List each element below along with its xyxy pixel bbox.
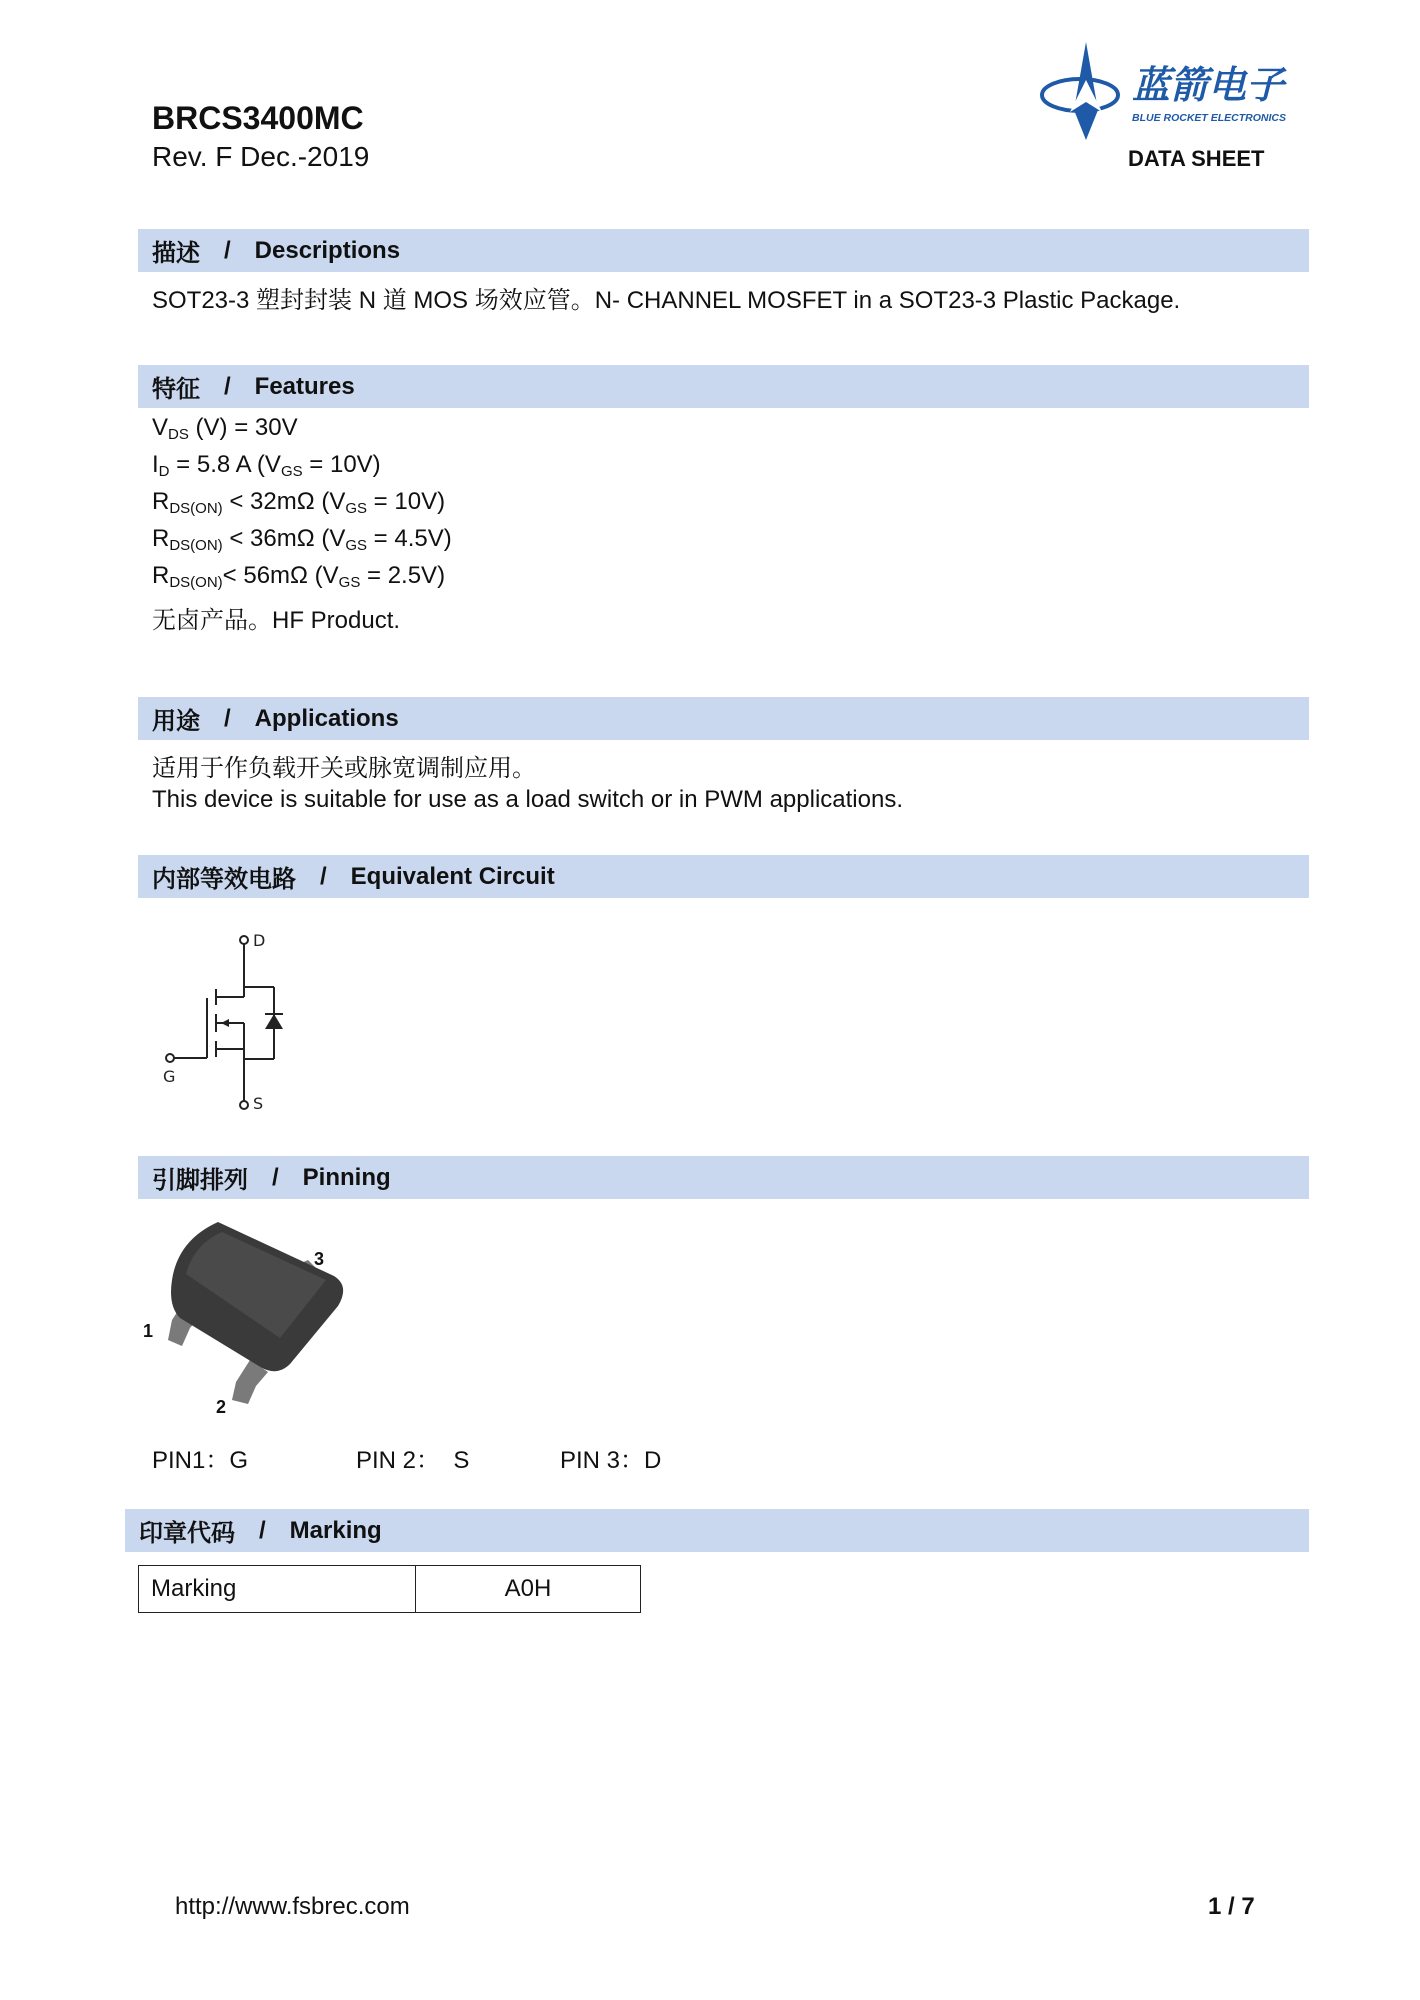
body-diode — [265, 1014, 283, 1029]
section-slash: / — [224, 236, 231, 264]
section-title-en: Marking — [289, 1516, 382, 1544]
section-slash: / — [320, 862, 327, 890]
gate-terminal — [166, 1054, 174, 1062]
section-title-cn: 印章代码 — [139, 1520, 235, 1547]
section-header-descriptions — [138, 229, 1309, 272]
pin-number-2: 2 — [216, 1397, 227, 1417]
mosfet-schematic — [150, 925, 300, 1115]
company-logo — [1040, 40, 1340, 150]
section-header-pinning — [138, 1156, 1309, 1199]
sot23-package-image — [140, 1210, 360, 1420]
pin-number-1: 1 — [143, 1321, 154, 1341]
label-gate: G — [163, 1067, 176, 1086]
doc-type: DATA SHEET — [1128, 146, 1265, 171]
label-source: S — [253, 1094, 264, 1113]
logo-text-cn: 蓝箭电子 — [1132, 63, 1285, 107]
section-slash: / — [272, 1163, 279, 1191]
section-title-en: Pinning — [302, 1163, 391, 1191]
label-drain: D — [253, 931, 266, 950]
section-title-cn: 用途 — [152, 708, 200, 735]
marking-table — [138, 1565, 641, 1613]
section-title-en: Applications — [254, 704, 399, 732]
section-header-circuit — [138, 855, 1309, 898]
section-header-marking — [125, 1509, 1309, 1552]
channel-arrow — [221, 1019, 229, 1027]
section-title-en: Descriptions — [254, 236, 401, 264]
section-title-en: Equivalent Circuit — [350, 862, 555, 890]
description-text: SOT23-3 塑封封装 N 道 MOS 场效应管。N- CHANNEL MOSFET in a SOT23-3 Plastic Package. — [152, 287, 1181, 314]
marking-label-cell: Marking — [139, 1566, 416, 1613]
table-row — [139, 1566, 641, 1613]
section-slash: / — [224, 704, 231, 732]
section-title-en: Features — [254, 372, 355, 400]
feature-rdson-2v5: $R_{DS(ON)}< 56m\Omega$ $(V_{GS} = 2.5V)$ — [152, 562, 446, 591]
logo-text-en: BLUE ROCKET ELECTRONICS — [1132, 112, 1287, 124]
applications-text-cn: 适用于作负载开关或脉宽调制应用。 — [152, 755, 536, 782]
pin1-label: PIN1：G — [152, 1447, 249, 1474]
revision: Rev. F Dec.-2019 — [152, 141, 370, 172]
marking-value-cell: A0H — [416, 1566, 641, 1613]
feature-hf-product: 无卤产品。HF Product. — [152, 607, 401, 634]
feature-rdson-10v: $R_{DS(ON)} < 32m\Omega$ $(V_{GS} = 10V)$ — [152, 488, 446, 517]
section-title-cn: 内部等效电路 — [152, 866, 296, 893]
source-terminal — [240, 1101, 248, 1109]
pin3-label: PIN 3：D — [560, 1447, 662, 1474]
section-title-cn: 引脚排列 — [152, 1167, 248, 1194]
feature-id: $I_D = 5.8$ A $(V_{GS} = 10V)$ — [152, 451, 381, 480]
applications-text-en: This device is suitable for use as a load switch or in PWM applications. — [152, 786, 903, 813]
feature-rdson-4v5: $R_{DS(ON)} < 36m\Omega$ $(V_{GS} = 4.5V)$ — [152, 525, 452, 554]
section-title-cn: 描述 — [152, 240, 200, 267]
feature-vds: $V_{DS}$ (V) = 30V — [152, 414, 298, 443]
part-number: BRCS3400MC — [152, 100, 364, 136]
section-header-applications — [138, 697, 1309, 740]
page-number: 1 / 7 — [1208, 1893, 1255, 1920]
pin-number-3: 3 — [314, 1249, 325, 1269]
section-slash: / — [224, 372, 231, 400]
drain-terminal — [240, 936, 248, 944]
footer-url[interactable]: http://www.fsbrec.com — [175, 1893, 410, 1920]
section-slash: / — [259, 1516, 266, 1544]
section-header-features — [138, 365, 1309, 408]
section-title-cn: 特征 — [152, 376, 200, 403]
pin2-label: PIN 2： S — [356, 1447, 470, 1474]
